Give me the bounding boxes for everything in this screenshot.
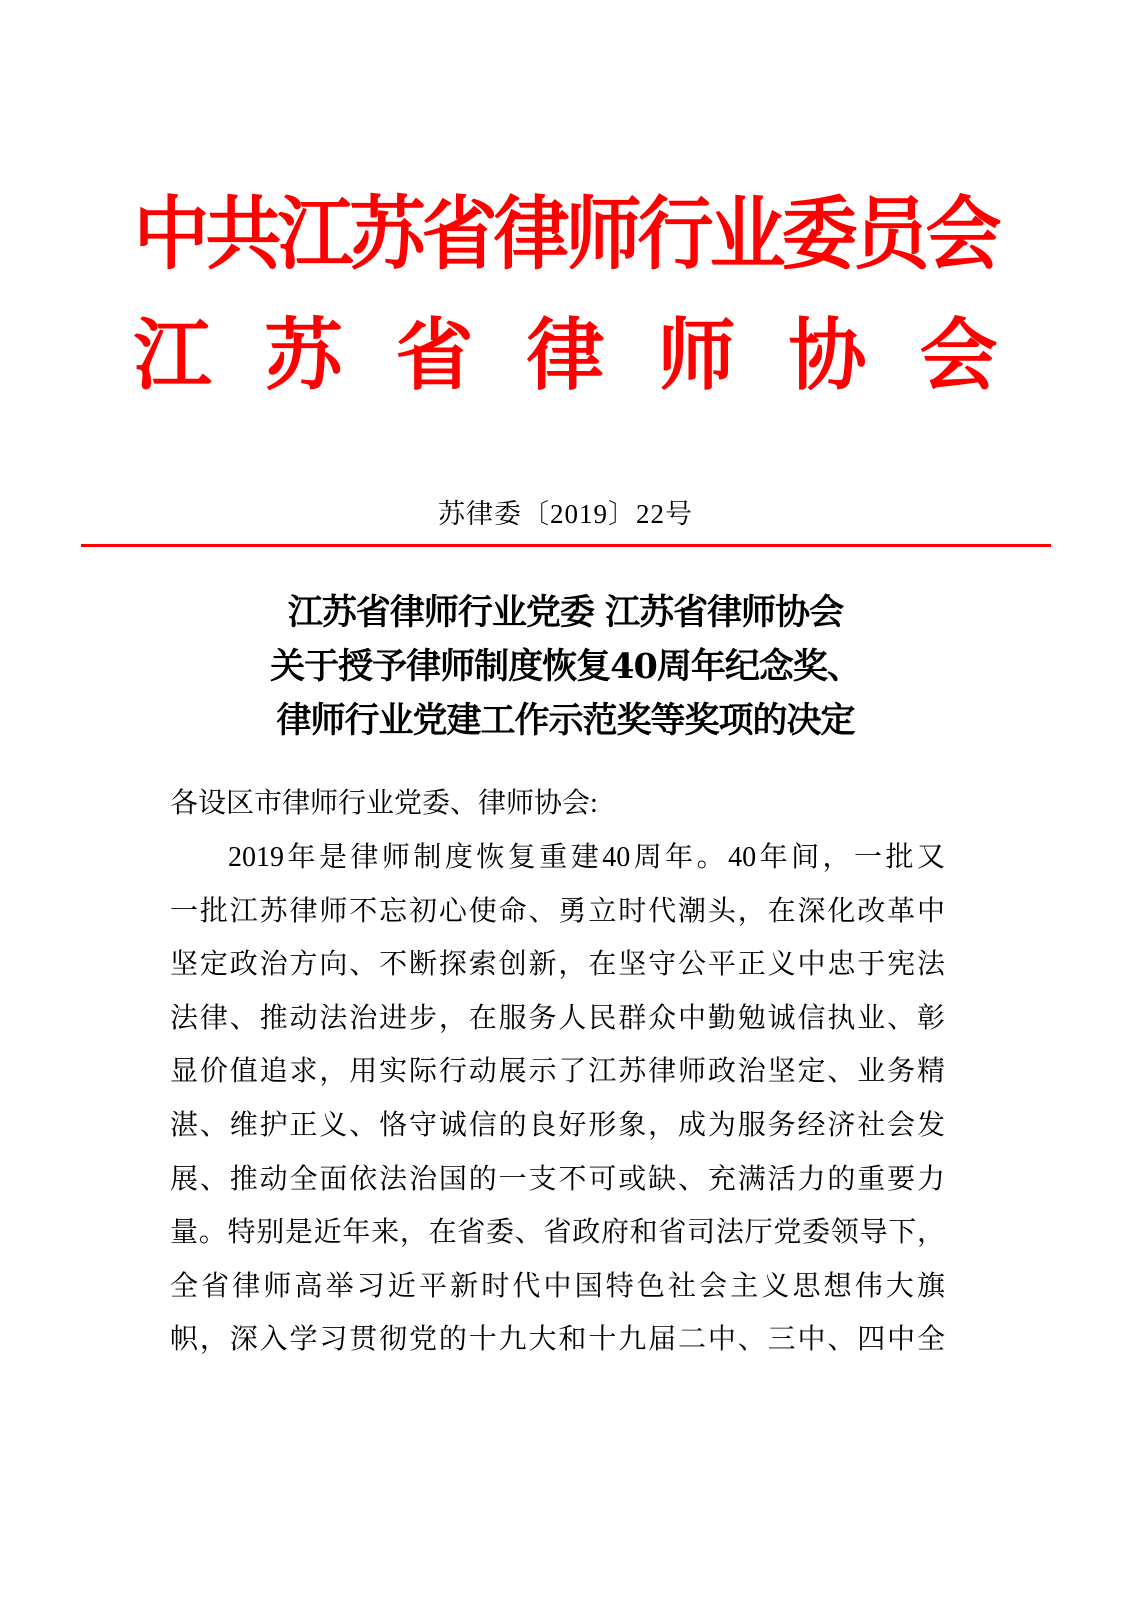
body-line: 一批江苏律师不忘初心使命、勇立时代潮头，在深化改革中 [170,895,945,927]
document-number: 苏律委〔2019〕22号 [438,499,693,529]
body-line: 展、推动全面依法治国的一支不可或缺、充满活力的重要力 [170,1163,945,1195]
body-paragraph [170,838,945,1374]
body-line: 帜，深入学习贯彻党的十九大和十九届二中、三中、四中全 [170,1324,945,1356]
masthead-party-committee: 中共江苏省律师行业委员会 [133,186,998,281]
salutation: 各设区市律师行业党委、律师协会: [170,788,598,819]
title-line-2: 关于授予律师制度恢复40周年纪念奖、 [270,646,861,687]
body-line: 量。特别是近年来，在省委、省政府和省司法厅党委领导下， [170,1217,945,1249]
title-line-1: 江苏省律师行业党委 江苏省律师协会 [287,592,844,633]
document-title [0,586,1131,748]
body-line: 2019年是律师制度恢复重建40周年。40年间，一批又 [228,842,945,873]
body-line: 湛、维护正义、恪守诚信的良好形象，成为服务经济社会发 [170,1109,945,1141]
masthead-lawyers-association: 江苏省律师协会 [133,311,1051,401]
title-line-3: 律师行业党建工作示范奖等奖项的决定 [276,700,855,741]
body-line: 显价值追求，用实际行动展示了江苏律师政治坚定、业务精 [170,1056,945,1088]
red-divider-rule [81,544,1051,547]
body-line: 法律、推动法治进步，在服务人民群众中勤勉诚信执业、彰 [170,1002,945,1034]
body-line: 全省律师高举习近平新时代中国特色社会主义思想伟大旗 [170,1270,945,1302]
body-line: 坚定政治方向、不断探索创新，在坚守公平正义中忠于宪法 [170,949,945,981]
